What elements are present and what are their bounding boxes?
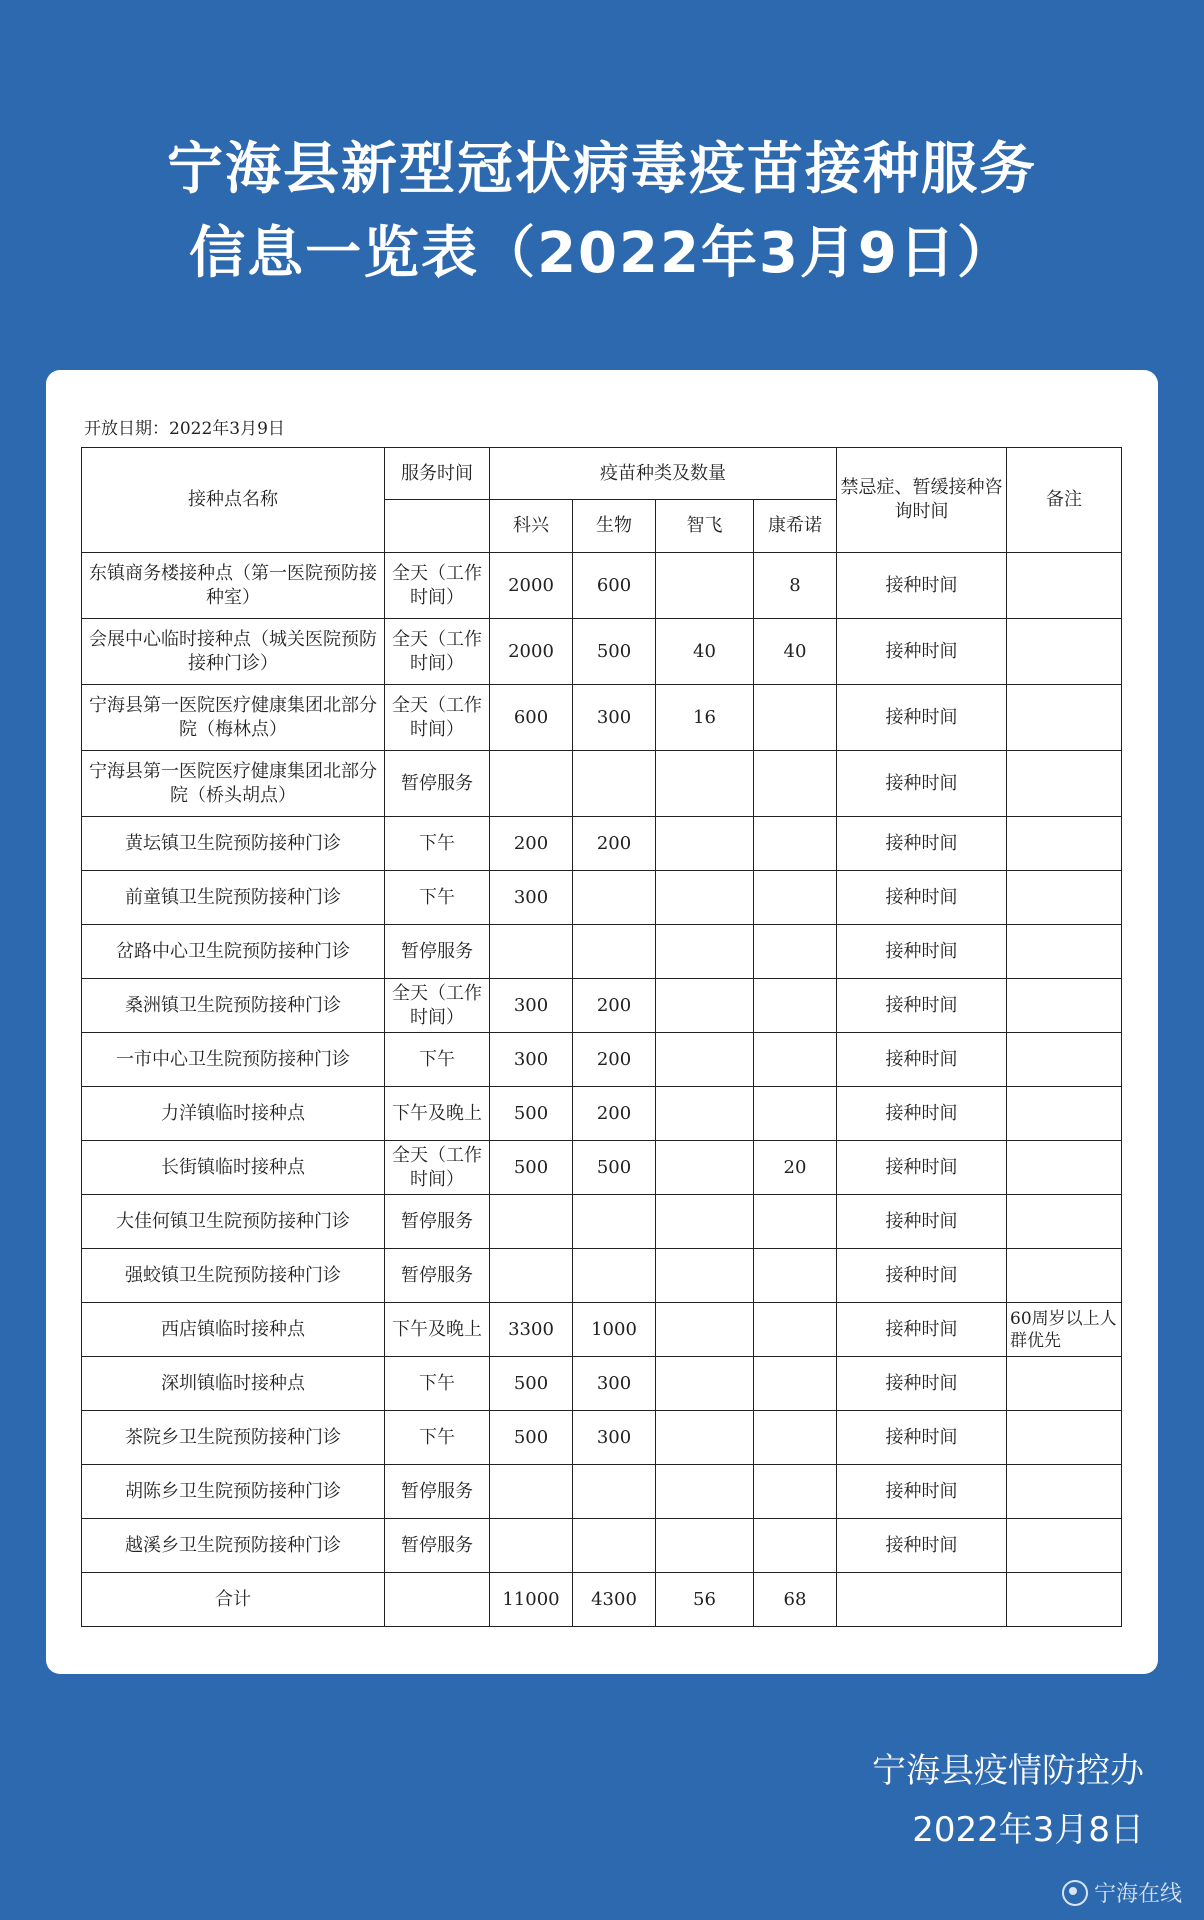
cell-kangxinuo: 8 xyxy=(754,553,837,619)
cell-consult: 接种时间 xyxy=(837,1357,1007,1411)
cell-kangxinuo xyxy=(754,685,837,751)
cell-shengwu: 200 xyxy=(573,1033,656,1087)
cell-zhifei xyxy=(656,1087,754,1141)
cell-shengwu: 1000 xyxy=(573,1303,656,1357)
cell-time: 暂停服务 xyxy=(385,1249,490,1303)
cell-site: 大佳何镇卫生院预防接种门诊 xyxy=(82,1195,385,1249)
cell-time: 下午及晚上 xyxy=(385,1303,490,1357)
cell-kexing: 300 xyxy=(490,979,573,1033)
cell-time: 全天（工作时间） xyxy=(385,685,490,751)
table-row xyxy=(82,685,1122,751)
table-row xyxy=(82,1195,1122,1249)
cell-time: 全天（工作时间） xyxy=(385,553,490,619)
cell-kangxinuo: 40 xyxy=(754,619,837,685)
cell-time: 暂停服务 xyxy=(385,1465,490,1519)
cell-kexing: 600 xyxy=(490,685,573,751)
header-kexing: 科兴 xyxy=(490,500,573,553)
header-service-time: 服务时间 xyxy=(385,448,490,500)
cell-zhifei xyxy=(656,1303,754,1357)
cell-kangxinuo: 68 xyxy=(754,1573,837,1627)
table-row xyxy=(82,751,1122,817)
cell-shengwu: 200 xyxy=(573,1087,656,1141)
cell-remark xyxy=(1007,619,1122,685)
cell-remark xyxy=(1007,925,1122,979)
cell-kangxinuo xyxy=(754,1411,837,1465)
cell-kexing: 2000 xyxy=(490,553,573,619)
header-shengwu: 生物 xyxy=(573,500,656,553)
cell-zhifei: 56 xyxy=(656,1573,754,1627)
cell-kangxinuo xyxy=(754,1303,837,1357)
page-title xyxy=(0,128,1204,296)
cell-remark xyxy=(1007,1087,1122,1141)
table-row xyxy=(82,619,1122,685)
cell-kexing xyxy=(490,1465,573,1519)
cell-site: 茶院乡卫生院预防接种门诊 xyxy=(82,1411,385,1465)
table-card xyxy=(46,370,1158,1674)
table-row xyxy=(82,553,1122,619)
cell-consult: 接种时间 xyxy=(837,1465,1007,1519)
cell-zhifei xyxy=(656,1357,754,1411)
cell-shengwu xyxy=(573,1519,656,1573)
title-line-1: 宁海县新型冠状病毒疫苗接种服务 xyxy=(167,137,1037,202)
cell-site: 黄坛镇卫生院预防接种门诊 xyxy=(82,817,385,871)
cell-shengwu: 600 xyxy=(573,553,656,619)
cell-zhifei xyxy=(656,553,754,619)
watermark xyxy=(1062,1877,1182,1908)
cell-time: 全天（工作时间） xyxy=(385,1141,490,1195)
watermark-text: 宁海在线 xyxy=(1093,1882,1182,1907)
cell-time: 全天（工作时间） xyxy=(385,619,490,685)
cell-kexing xyxy=(490,1519,573,1573)
cell-consult: 接种时间 xyxy=(837,1141,1007,1195)
cell-site: 宁海县第一医院医疗健康集团北部分院（桥头胡点） xyxy=(82,751,385,817)
table-row xyxy=(82,1519,1122,1573)
cell-kangxinuo xyxy=(754,1195,837,1249)
cell-zhifei xyxy=(656,1195,754,1249)
cell-kangxinuo xyxy=(754,817,837,871)
cell-consult: 接种时间 xyxy=(837,553,1007,619)
cell-time xyxy=(385,1573,490,1627)
cell-consult: 接种时间 xyxy=(837,1195,1007,1249)
cell-shengwu: 200 xyxy=(573,817,656,871)
cell-time: 下午 xyxy=(385,1357,490,1411)
cell-consult: 接种时间 xyxy=(837,685,1007,751)
cell-kexing: 300 xyxy=(490,871,573,925)
cell-kangxinuo xyxy=(754,1357,837,1411)
cell-kangxinuo xyxy=(754,1465,837,1519)
table-row xyxy=(82,1357,1122,1411)
cell-shengwu xyxy=(573,751,656,817)
cell-zhifei xyxy=(656,1249,754,1303)
header-kangxinuo: 康希诺 xyxy=(754,500,837,553)
footer-date: 2022年3月8日 xyxy=(912,1810,1144,1850)
header-contraindication: 禁忌症、暂缓接种咨询时间 xyxy=(837,448,1007,553)
table-row xyxy=(82,1033,1122,1087)
table-row xyxy=(82,979,1122,1033)
cell-shengwu: 500 xyxy=(573,619,656,685)
cell-kexing: 500 xyxy=(490,1357,573,1411)
cell-site: 东镇商务楼接种点（第一医院预防接种室） xyxy=(82,553,385,619)
cell-zhifei: 16 xyxy=(656,685,754,751)
cell-remark xyxy=(1007,1357,1122,1411)
table-row xyxy=(82,1465,1122,1519)
cell-shengwu xyxy=(573,925,656,979)
cell-time: 全天（工作时间） xyxy=(385,979,490,1033)
cell-remark xyxy=(1007,1519,1122,1573)
cell-consult: 接种时间 xyxy=(837,871,1007,925)
cell-time: 下午及晚上 xyxy=(385,1087,490,1141)
cell-zhifei xyxy=(656,751,754,817)
header-vaccine-group: 疫苗种类及数量 xyxy=(490,448,837,500)
header-remark: 备注 xyxy=(1007,448,1122,553)
table-row xyxy=(82,1411,1122,1465)
cell-site: 合计 xyxy=(82,1573,385,1627)
cell-remark xyxy=(1007,553,1122,619)
cell-time: 暂停服务 xyxy=(385,1519,490,1573)
cell-time: 暂停服务 xyxy=(385,751,490,817)
cell-kexing: 500 xyxy=(490,1411,573,1465)
cell-remark: 60周岁以上人群优先 xyxy=(1007,1303,1122,1357)
cell-consult: 接种时间 xyxy=(837,817,1007,871)
cell-kangxinuo: 20 xyxy=(754,1141,837,1195)
cell-consult: 接种时间 xyxy=(837,1303,1007,1357)
cell-kangxinuo xyxy=(754,871,837,925)
cell-remark xyxy=(1007,1573,1122,1627)
cell-kexing: 300 xyxy=(490,1033,573,1087)
cell-consult: 接种时间 xyxy=(837,751,1007,817)
cell-zhifei xyxy=(656,871,754,925)
header-row-1 xyxy=(82,448,1122,500)
logo-icon xyxy=(1062,1880,1088,1906)
total-row xyxy=(82,1573,1122,1627)
cell-shengwu xyxy=(573,1249,656,1303)
cell-site: 桑洲镇卫生院预防接种门诊 xyxy=(82,979,385,1033)
table-row xyxy=(82,817,1122,871)
cell-site: 越溪乡卫生院预防接种门诊 xyxy=(82,1519,385,1573)
cell-site: 西店镇临时接种点 xyxy=(82,1303,385,1357)
cell-site: 会展中心临时接种点（城关医院预防接种门诊） xyxy=(82,619,385,685)
cell-site: 长街镇临时接种点 xyxy=(82,1141,385,1195)
cell-kexing xyxy=(490,1249,573,1303)
table-row xyxy=(82,1141,1122,1195)
cell-shengwu xyxy=(573,1195,656,1249)
cell-time: 下午 xyxy=(385,1411,490,1465)
cell-kexing: 2000 xyxy=(490,619,573,685)
cell-zhifei xyxy=(656,979,754,1033)
cell-remark xyxy=(1007,1195,1122,1249)
cell-zhifei: 40 xyxy=(656,619,754,685)
cell-shengwu: 300 xyxy=(573,1411,656,1465)
cell-consult: 接种时间 xyxy=(837,1033,1007,1087)
cell-remark xyxy=(1007,751,1122,817)
cell-consult: 接种时间 xyxy=(837,1519,1007,1573)
cell-shengwu: 4300 xyxy=(573,1573,656,1627)
cell-kangxinuo xyxy=(754,979,837,1033)
cell-remark xyxy=(1007,871,1122,925)
cell-site: 岔路中心卫生院预防接种门诊 xyxy=(82,925,385,979)
cell-kangxinuo xyxy=(754,1033,837,1087)
cell-zhifei xyxy=(656,1411,754,1465)
cell-consult: 接种时间 xyxy=(837,619,1007,685)
cell-time: 暂停服务 xyxy=(385,1195,490,1249)
cell-consult: 接种时间 xyxy=(837,979,1007,1033)
cell-remark xyxy=(1007,1249,1122,1303)
cell-shengwu xyxy=(573,1465,656,1519)
cell-remark xyxy=(1007,979,1122,1033)
cell-time: 暂停服务 xyxy=(385,925,490,979)
cell-site: 前童镇卫生院预防接种门诊 xyxy=(82,871,385,925)
cell-kexing xyxy=(490,1195,573,1249)
cell-site: 力洋镇临时接种点 xyxy=(82,1087,385,1141)
cell-time: 下午 xyxy=(385,871,490,925)
footer-org: 宁海县疫情防控办 xyxy=(872,1751,1144,1791)
vaccine-table xyxy=(81,447,1122,1627)
header-site: 接种点名称 xyxy=(82,448,385,553)
cell-zhifei xyxy=(656,1033,754,1087)
cell-site: 深圳镇临时接种点 xyxy=(82,1357,385,1411)
cell-kexing: 3300 xyxy=(490,1303,573,1357)
cell-shengwu: 300 xyxy=(573,1357,656,1411)
cell-remark xyxy=(1007,1033,1122,1087)
cell-kangxinuo xyxy=(754,1087,837,1141)
cell-kexing xyxy=(490,925,573,979)
header-zhifei: 智飞 xyxy=(656,500,754,553)
cell-zhifei xyxy=(656,817,754,871)
cell-remark xyxy=(1007,1141,1122,1195)
table-row xyxy=(82,871,1122,925)
table-row xyxy=(82,1249,1122,1303)
cell-time: 下午 xyxy=(385,1033,490,1087)
cell-kexing: 200 xyxy=(490,817,573,871)
title-line-2: 信息一览表（2022年3月9日） xyxy=(189,221,1015,286)
cell-consult: 接种时间 xyxy=(837,1087,1007,1141)
cell-site: 一市中心卫生院预防接种门诊 xyxy=(82,1033,385,1087)
cell-remark xyxy=(1007,685,1122,751)
cell-site: 强蛟镇卫生院预防接种门诊 xyxy=(82,1249,385,1303)
cell-kangxinuo xyxy=(754,1249,837,1303)
cell-shengwu xyxy=(573,871,656,925)
cell-remark xyxy=(1007,1465,1122,1519)
cell-zhifei xyxy=(656,925,754,979)
cell-kangxinuo xyxy=(754,751,837,817)
table-row xyxy=(82,1303,1122,1357)
cell-shengwu: 300 xyxy=(573,685,656,751)
cell-kexing: 500 xyxy=(490,1087,573,1141)
cell-site: 宁海县第一医院医疗健康集团北部分院（梅林点） xyxy=(82,685,385,751)
cell-time: 下午 xyxy=(385,817,490,871)
cell-zhifei xyxy=(656,1141,754,1195)
table-row xyxy=(82,1087,1122,1141)
cell-remark xyxy=(1007,1411,1122,1465)
table-row xyxy=(82,925,1122,979)
cell-consult xyxy=(837,1573,1007,1627)
cell-site: 胡陈乡卫生院预防接种门诊 xyxy=(82,1465,385,1519)
cell-kexing: 500 xyxy=(490,1141,573,1195)
cell-remark xyxy=(1007,817,1122,871)
cell-consult: 接种时间 xyxy=(837,1411,1007,1465)
cell-consult: 接种时间 xyxy=(837,925,1007,979)
cell-zhifei xyxy=(656,1465,754,1519)
cell-shengwu: 500 xyxy=(573,1141,656,1195)
cell-kangxinuo xyxy=(754,1519,837,1573)
cell-consult: 接种时间 xyxy=(837,1249,1007,1303)
cell-zhifei xyxy=(656,1519,754,1573)
cell-kexing xyxy=(490,751,573,817)
cell-shengwu: 200 xyxy=(573,979,656,1033)
table-body xyxy=(82,553,1122,1627)
header-service-time-blank xyxy=(385,500,490,553)
cell-kangxinuo xyxy=(754,925,837,979)
cell-kexing: 11000 xyxy=(490,1573,573,1627)
open-date: 开放日期：2022年3月9日 xyxy=(84,419,285,439)
